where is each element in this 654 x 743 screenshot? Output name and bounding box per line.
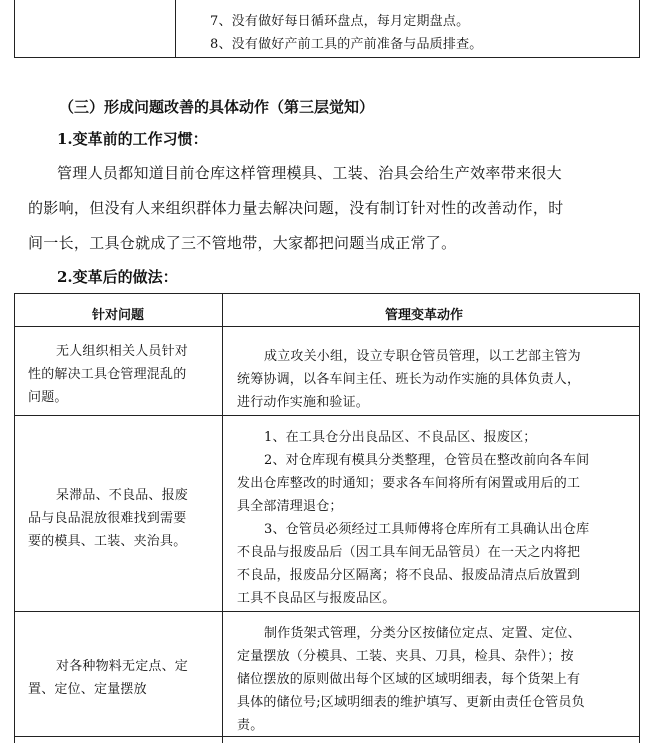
previous-table xyxy=(14,0,640,58)
list-item: 8、没有做好产前工具的产前准备与品质排查。 xyxy=(210,37,483,52)
action-text: 责。 xyxy=(237,718,264,733)
action-text: 储位摆放的原则做出每个区域的区域明细表，每个货架上有 xyxy=(237,672,581,687)
action-text: 进行动作实施和验证。 xyxy=(237,395,370,410)
table-row-divider xyxy=(15,326,639,327)
table-row-divider xyxy=(15,736,639,737)
action-text: 不良品与报废品后（因工具车间无品管员）在一天之内将把 xyxy=(237,545,581,560)
problem-text: 问题。 xyxy=(28,390,68,405)
action-text: 工具不良品区与报废品区。 xyxy=(237,591,396,606)
problem-text: 性的解决工具仓管理混乱的 xyxy=(28,367,187,382)
problem-text: 要的模具、工装、夹治具。 xyxy=(28,534,187,549)
action-text: 具全部清理退仓； xyxy=(237,499,343,514)
after-title: 2.变革后的做法： xyxy=(57,268,178,286)
action-text: 具体的储位号;区域明细表的维护填写、更新由责任仓管员负 xyxy=(237,695,585,710)
table-column-divider xyxy=(222,294,223,743)
problem-text: 置、定位、定量摆放 xyxy=(28,682,147,697)
action-text: 1、在工具仓分出良品区、不良品区、报废区； xyxy=(264,430,537,445)
table-row-divider xyxy=(15,415,639,416)
action-text: 制作货架式管理，分类分区按储位定点、定置、定位、 xyxy=(264,626,581,641)
before-title: 1.变革前的工作习惯： xyxy=(57,130,208,148)
action-text: 成立攻关小组，设立专职仓管员管理，以工艺部主管为 xyxy=(264,349,581,364)
problem-text: 品与良品混放很难找到需要 xyxy=(28,511,187,526)
problem-text: 无人组织相关人员针对 xyxy=(56,344,189,359)
action-text: 2、对仓库现有模具分类整理，仓管员在整改前向各车间 xyxy=(264,453,590,468)
action-text: 发出仓库整改的时通知；要求各车间将所有闲置或用后的工 xyxy=(237,476,581,491)
action-text: 3、仓管员必须经过工具师傅将仓库所有工具确认出仓库 xyxy=(264,522,590,537)
paragraph-line: 管理人员都知道目前仓库这样管理模具、工装、治具会给生产效率带来很大 xyxy=(57,164,562,182)
problem-text: 对各种物料无定点、定 xyxy=(56,659,189,674)
list-item: 7、没有做好每日循环盘点，每月定期盘点。 xyxy=(210,14,470,29)
table-column-divider xyxy=(175,0,176,57)
action-text: 不良品，报废品分区隔离；将不良品、报废品清点后放置到 xyxy=(237,568,581,583)
reform-table xyxy=(14,293,640,743)
column-header-action: 管理变革动作 xyxy=(385,308,464,323)
section-title: （三）形成问题改善的具体动作（第三层觉知） xyxy=(59,98,375,116)
column-header-problem: 针对问题 xyxy=(92,308,145,323)
problem-text: 呆滞品、不良品、报废 xyxy=(56,488,189,503)
action-text: 定量摆放（分模具、工装、夹具、刀具，检具、杂件）；按 xyxy=(237,649,574,664)
action-text: 统筹协调，以各车间主任、班长为动作实施的具体负责人， xyxy=(237,372,581,387)
paragraph-line: 的影响，但没有人来组织群体力量去解决问题，没有制订针对性的改善动作，时 xyxy=(28,199,564,217)
paragraph-line: 间一长，工具仓就成了三不管地带，大家都把问题当成正常了。 xyxy=(28,234,457,252)
table-row-divider xyxy=(15,611,639,612)
